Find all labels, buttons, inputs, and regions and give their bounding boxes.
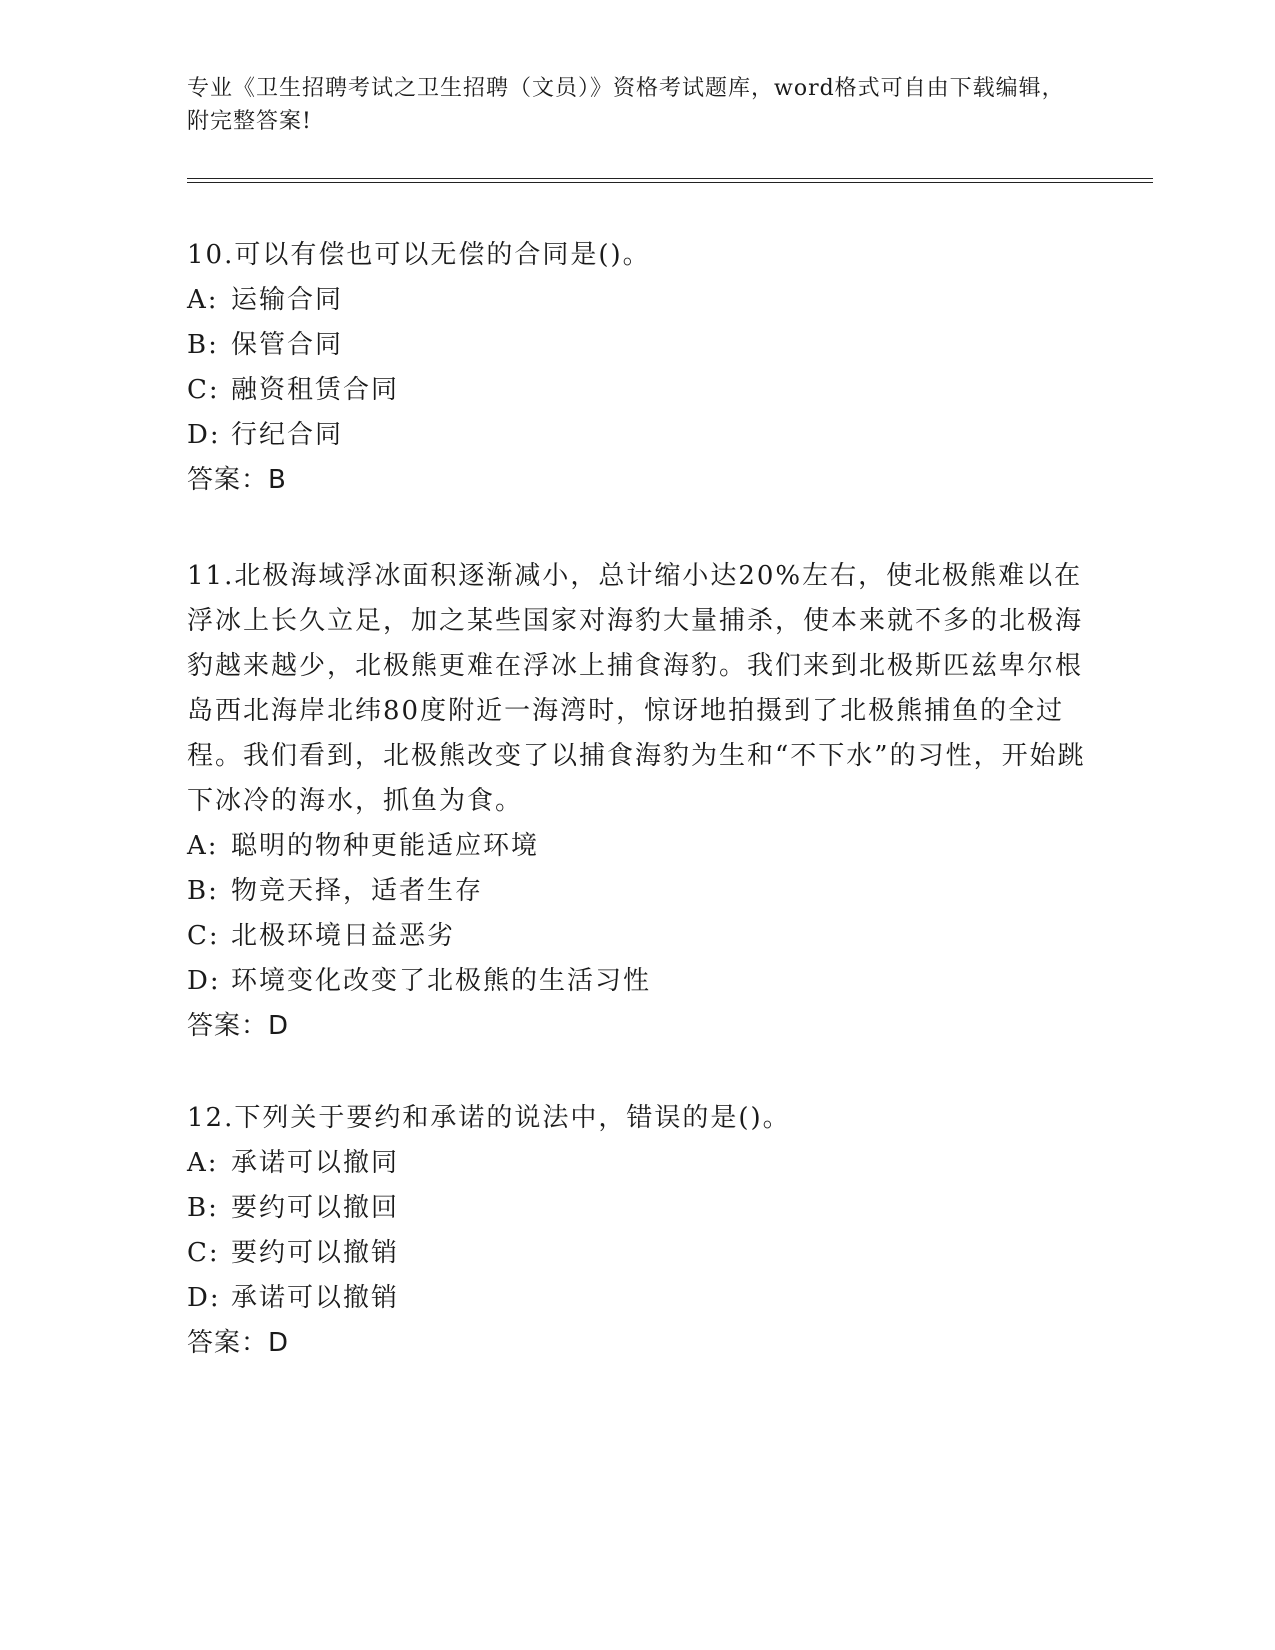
option-d	[187, 1276, 1087, 1321]
option-text: 承诺可以撤同	[231, 1148, 400, 1178]
question-stem: 12.下列关于要约和承诺的说法中，错误的是()。	[187, 1103, 791, 1133]
question-stem: 10.可以有偿也可以无偿的合同是()。	[187, 240, 651, 270]
answer-line: 答案：D	[187, 1011, 290, 1041]
option-a	[187, 1141, 1087, 1186]
option-text: 行纪合同	[231, 420, 344, 450]
option-letter: A:	[187, 285, 219, 315]
question-10	[187, 233, 1087, 503]
option-letter: B:	[187, 876, 219, 906]
option-letter: A:	[187, 1148, 219, 1178]
header-divider-top	[187, 178, 1153, 179]
option-a	[187, 824, 1087, 869]
option-a	[187, 278, 1087, 323]
option-d	[187, 959, 1087, 1004]
question-stem: 11.北极海域浮冰面积逐渐减小，总计缩小达20%左右，使北极熊难以在浮冰上长久立足，加之某些国家对海豹大量捕杀，使本来就不多的北极海豹越来越少，北极熊更难在浮冰上捕食海豹。我们来到北极斯匹兹卑尔根岛西北海岸北纬80度附近一海湾时，惊讶地拍摄到了北极熊捕鱼的全过程。我们看到，北极熊改变了以捕食海豹为生和“不下水”的习性，开始跳下冰冷的海水，抓鱼为食。	[187, 561, 1086, 816]
option-letter: D:	[187, 1283, 221, 1313]
option-letter: B:	[187, 330, 219, 360]
option-text: 聪明的物种更能适应环境	[231, 831, 540, 861]
option-text: 物竞天择，适者生存	[231, 876, 484, 906]
document-header: 专业《卫生招聘考试之卫生招聘（文员）》资格考试题库，word格式可自由下载编辑，附完整答案!	[187, 76, 1065, 134]
option-text: 运输合同	[231, 285, 344, 315]
option-text: 要约可以撤销	[231, 1238, 400, 1268]
option-letter: D:	[187, 420, 221, 450]
option-text: 北极环境日益恶劣	[231, 921, 456, 951]
option-c	[187, 368, 1087, 413]
option-letter: B:	[187, 1193, 219, 1223]
option-text: 要约可以撤回	[231, 1193, 400, 1223]
option-letter: C:	[187, 375, 220, 405]
option-text: 环境变化改变了北极熊的生活习性	[231, 966, 652, 996]
question-11	[187, 554, 1087, 1049]
option-letter: D:	[187, 966, 221, 996]
option-c	[187, 914, 1087, 959]
option-d	[187, 413, 1087, 458]
option-text: 承诺可以撤销	[231, 1283, 400, 1313]
option-b	[187, 323, 1087, 368]
option-b	[187, 1186, 1087, 1231]
question-12	[187, 1096, 1087, 1366]
option-c	[187, 1231, 1087, 1276]
option-text: 融资租赁合同	[231, 375, 400, 405]
option-text: 保管合同	[231, 330, 344, 360]
option-b	[187, 869, 1087, 914]
option-letter: A:	[187, 831, 219, 861]
option-letter: C:	[187, 1238, 220, 1268]
answer-line: 答案：B	[187, 465, 287, 495]
header-divider-bottom	[187, 182, 1153, 183]
option-letter: C:	[187, 921, 220, 951]
answer-line: 答案：D	[187, 1328, 290, 1358]
